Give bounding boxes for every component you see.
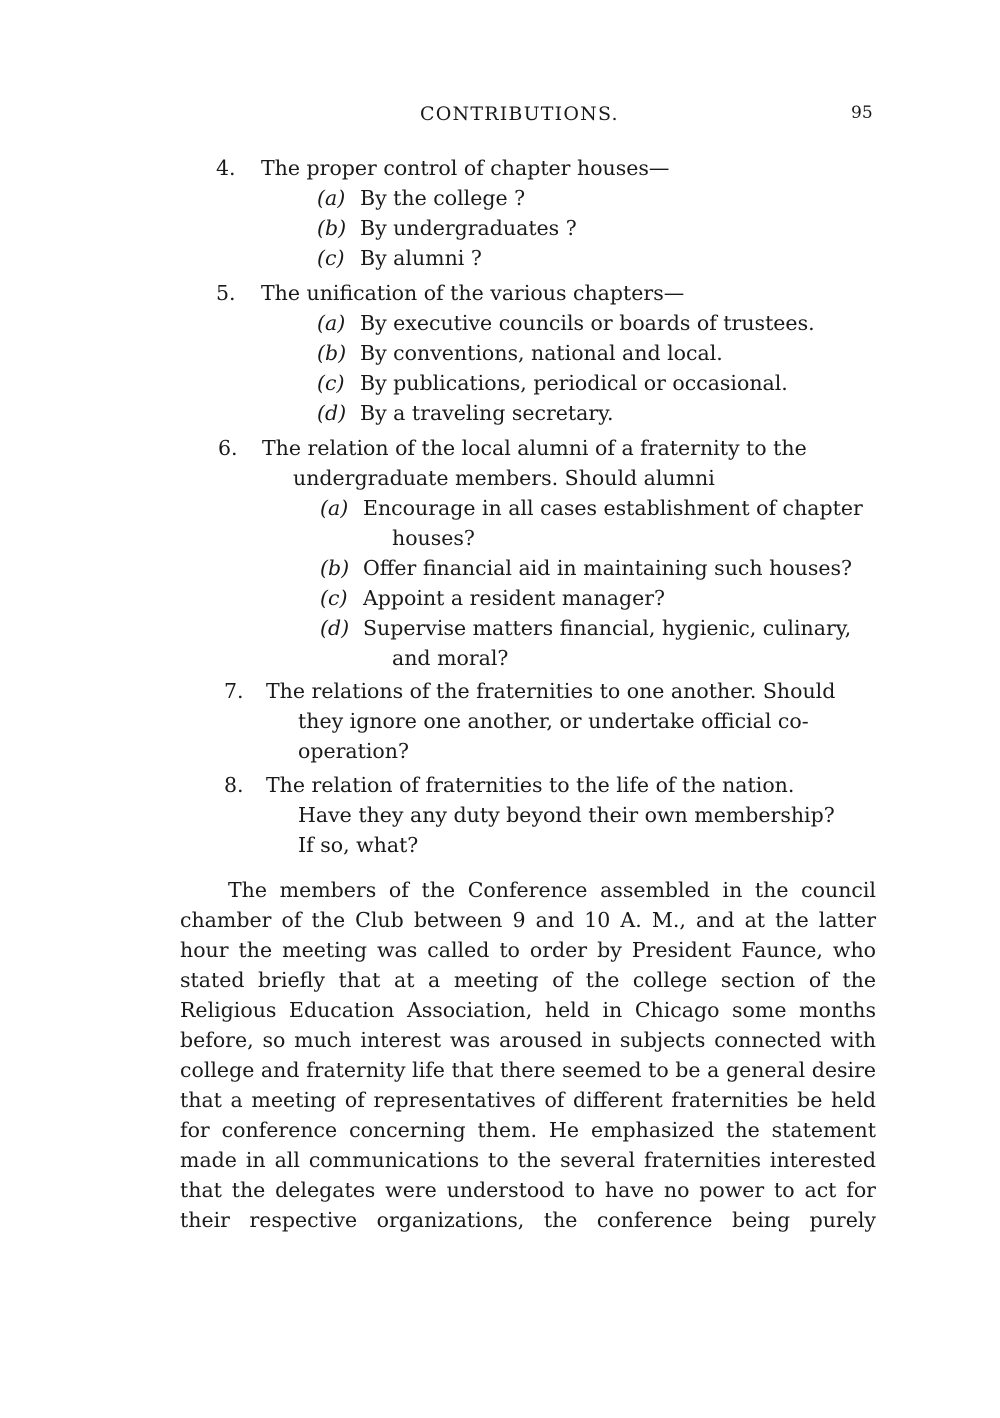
- sub-item: [0, 368, 1000, 398]
- list-item-7: [0, 676, 1000, 706]
- sub-item-text: and moral?: [392, 646, 509, 670]
- sub-item-text: By a traveling secretary.: [360, 401, 614, 425]
- item-number: 8.: [224, 773, 244, 797]
- paragraph-line: chamber of the Club between 9 and 10 A. M., and at the latter: [180, 908, 876, 932]
- sub-item-text: By undergraduates ?: [360, 216, 577, 240]
- sub-item-text: By publications, periodical or occasional.: [360, 371, 788, 395]
- sub-item-text: Supervise matters financial, hygienic, culinary,: [363, 616, 852, 640]
- item-number: 6.: [218, 436, 238, 460]
- paragraph-line: their respective organizations, the conference being purely: [180, 1208, 876, 1232]
- sub-item: [0, 398, 1000, 428]
- item-number: 5.: [216, 281, 236, 305]
- list-item-4: [0, 153, 1000, 183]
- paragraph-line: college and fraternity life that there seemed to be a general desire: [180, 1058, 876, 1082]
- item-text: they ignore one another, or undertake official co-: [298, 709, 809, 733]
- item-text: undergraduate members. Should alumni: [293, 466, 715, 490]
- paragraph-line: that the delegates were understood to have no power to act for: [180, 1178, 876, 1202]
- page-number: 95: [851, 103, 873, 123]
- sub-item: [0, 493, 1000, 523]
- paragraph-line: for conference concerning them. He emphasized the statement: [180, 1118, 876, 1142]
- item-text: The unification of the various chapters—: [261, 281, 685, 305]
- sub-item-letter: (c): [317, 371, 345, 395]
- item-number: 7.: [224, 679, 244, 703]
- sub-item-continuation: [0, 643, 1000, 673]
- sub-item-text: houses?: [392, 526, 475, 550]
- running-title: CONTRIBUTIONS.: [420, 103, 619, 125]
- sub-item-letter: (c): [317, 246, 345, 270]
- paragraph-line: that a meeting of representatives of different fraternities be held: [180, 1088, 876, 1112]
- sub-item: [0, 308, 1000, 338]
- sub-item-letter: (d): [320, 616, 350, 640]
- sub-item-text: By the college ?: [360, 186, 526, 210]
- sub-item-text: Offer financial aid in maintaining such houses?: [363, 556, 853, 580]
- sub-item-continuation: [0, 523, 1000, 553]
- item-text: Have they any duty beyond their own membership?: [298, 803, 835, 827]
- sub-item: [0, 183, 1000, 213]
- paragraph-line: hour the meeting was called to order by President Faunce, who: [180, 938, 876, 962]
- sub-item-letter: (d): [317, 401, 347, 425]
- list-item-8: [0, 770, 1000, 800]
- sub-item-letter: (c): [320, 586, 348, 610]
- sub-item: [0, 338, 1000, 368]
- sub-item-text: By conventions, national and local.: [360, 341, 723, 365]
- item-continuation: [0, 463, 1000, 493]
- sub-item-letter: (b): [320, 556, 350, 580]
- paragraph-line: Religious Education Association, held in Chicago some months: [180, 998, 876, 1022]
- paragraph-line: stated briefly that at a meeting of the college section of the: [180, 968, 876, 992]
- item-continuation: [0, 736, 1000, 766]
- item-text: The relation of the local alumni of a fraternity to the: [262, 436, 807, 460]
- item-text: The proper control of chapter houses—: [261, 156, 670, 180]
- item-text: If so, what?: [298, 833, 419, 857]
- item-text: The relation of fraternities to the life of the nation.: [266, 773, 795, 797]
- sub-item-text: Encourage in all cases establishment of chapter: [363, 496, 863, 520]
- item-number: 4.: [216, 156, 236, 180]
- paragraph-line: made in all communications to the several fraternities interested: [180, 1148, 876, 1172]
- sub-item-text: By alumni ?: [360, 246, 482, 270]
- sub-item: [0, 213, 1000, 243]
- list-item-6: [0, 433, 1000, 463]
- sub-item-text: By executive councils or boards of trustees.: [360, 311, 815, 335]
- running-header: [0, 103, 1000, 133]
- item-text: operation?: [298, 739, 409, 763]
- sub-item: [0, 553, 1000, 583]
- item-continuation: [0, 800, 1000, 830]
- item-continuation: [0, 706, 1000, 736]
- sub-item-letter: (a): [320, 496, 349, 520]
- sub-item-letter: (b): [317, 216, 347, 240]
- sub-item: [0, 583, 1000, 613]
- sub-item-letter: (a): [317, 311, 346, 335]
- paragraph-line: The members of the Conference assembled in the council: [228, 878, 876, 902]
- item-text: The relations of the fraternities to one another. Should: [266, 679, 836, 703]
- sub-item: [0, 243, 1000, 273]
- item-continuation: [0, 830, 1000, 860]
- sub-item: [0, 613, 1000, 643]
- list-item-5: [0, 278, 1000, 308]
- sub-item-letter: (a): [317, 186, 346, 210]
- sub-item-text: Appoint a resident manager?: [363, 586, 665, 610]
- paragraph-line: before, so much interest was aroused in subjects connected with: [180, 1028, 876, 1052]
- sub-item-letter: (b): [317, 341, 347, 365]
